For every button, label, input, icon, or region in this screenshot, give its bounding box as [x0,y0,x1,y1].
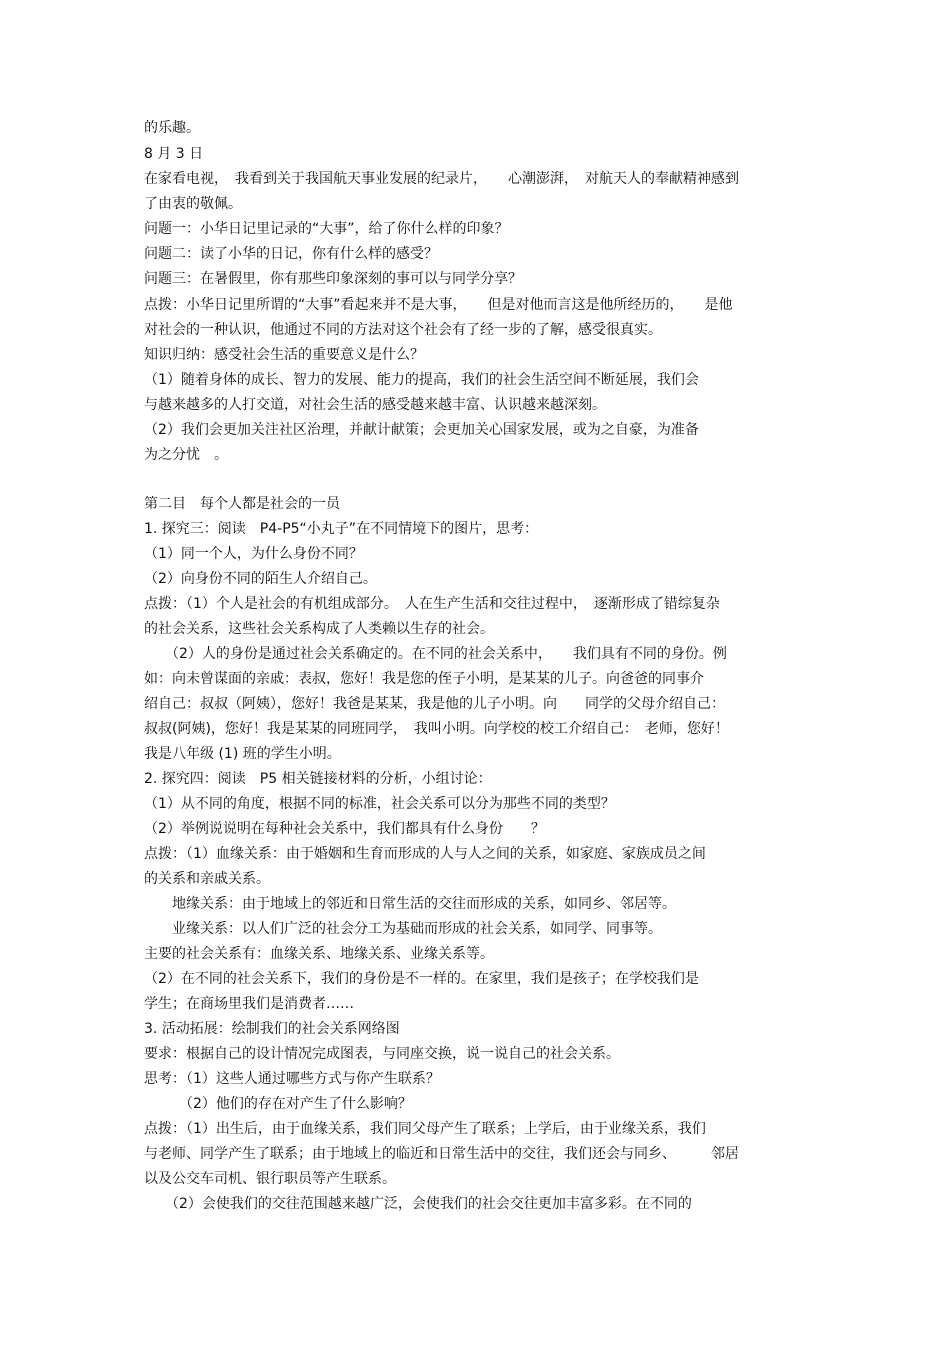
text-line: 如：向未曾谋面的亲戚：表叔，您好！我是您的侄子小明，是某某的儿子。向爸爸的同事介 [144,671,704,687]
question-two: 问题二：读了小华的日记，你有什么样的感受？ [144,246,438,262]
text-line: 1. 探究三：阅读 P4-P5“小丸子”在不同情境下的图片，思考： [144,521,539,537]
text-line: 与老师、同学产生了联系；由于地域上的临近和日常生活中的交往，我们还会与同乡、 邻居 [144,1146,739,1162]
text-line: （2）会使我们的交往范围越来越广泛，会使我们的社会交往更加丰富多彩。在不同的 [144,1196,692,1212]
knowledge-summary-heading: 知识归纳：感受社会生活的重要意义是什么？ [144,347,424,363]
text-line: 的乐趣。 [144,120,200,136]
text-line: 绍自己：叔叔（阿姨），您好！我爸是某某，我是他的儿子小明。向 同学的父母介绍自己： [144,696,725,712]
text-line: 以及公交车司机、银行职员等产生联系。 [144,1171,396,1187]
question-one: 问题一：小华日记里记录的“大事”，给了你什么样的印象？ [144,221,509,237]
text-line: （2）向身份不同的陌生人介绍自己。 [144,571,377,587]
text-line: 主要的社会关系有：血缘关系、地缘关系、业缘关系等。 [144,946,494,962]
text-line: （2）举例说说明在每种社会关系中，我们都具有什么身份 ？ [144,821,545,837]
text-line: 我是八年级 (1) 班的学生小明。 [144,746,341,762]
question-three: 问题三：在暑假里，你有那些印象深刻的事可以与同学分享？ [144,271,522,287]
text-line: 8 月 3 日 [144,146,204,162]
text-line: 学生；在商场里我们是消费者…… [144,996,354,1012]
text-line: 2. 探究四：阅读 P5 相关链接材料的分析，小组讨论： [144,771,492,787]
text-line: （1）随着身体的成长、智力的发展、能力的提高，我们的社会生活空间不断延展，我们会 [144,372,699,388]
text-line: 思考：（1）这些人通过哪些方式与你产生联系？ [144,1071,440,1087]
hint-paragraph: 点拨：小华日记里所谓的“大事”看起来并不是大事， 但是对他而言这是他所经历的， 是他 [144,297,733,313]
text-line: （2）在不同的社会关系下，我们的身份是不一样的。在家里，我们是孩子；在学校我们是 [144,971,699,987]
hint-paragraph: 点拨：（1）出生后，由于血缘关系，我们同父母产生了联系；上学后，由于业缘关系，我们 [144,1121,706,1137]
text-line: （2）人的身份是通过社会关系确定的。在不同的社会关系中， 我们具有不同的身份。例 [144,646,727,662]
text-line: （1）从不同的角度，根据不同的标准，社会关系可以分为那些不同的类型？ [144,796,615,812]
text-line: （1）同一个人，为什么身份不同？ [144,546,363,562]
text-line: 与越来越多的人打交道，对社会生活的感受越来越丰富、认识越来越深刻。 [144,397,606,413]
text-line: （2）他们的存在对产生了什么影响？ [144,1096,412,1112]
text-line: 业缘关系：以人们广泛的社会分工为基础而形成的社会关系，如同学、同事等。 [144,921,662,937]
text-line: （2）我们会更加关注社区治理，并献计献策；会更加关心国家发展，或为之自豪，为准备 [144,422,699,438]
text-line: 对社会的一种认识，他通过不同的方法对这个社会有了经一步的了解，感受很真实。 [144,322,662,338]
text-line: 为之分忧 。 [144,447,228,463]
text-line: 叔叔(阿姨)，您好！我是某某的同班同学， 我叫小明。向学校的校工介绍自己： 老师，您好！ [144,721,729,737]
text-line: 的关系和亲戚关系。 [144,871,270,887]
text-line: 在家看电视， 我看到关于我国航天事业发展的纪录片， 心潮澎湃， 对航天人的奉献精神感到 [144,171,739,187]
hint-paragraph: 点拨：（1）血缘关系：由于婚姻和生育而形成的人与人之间的关系，如家庭、家族成员之间 [144,846,706,862]
text-line: 了由衷的敬佩。 [144,196,242,212]
text-line: 的社会关系，这些社会关系构成了人类赖以生存的社会。 [144,621,494,637]
activity-heading: 3. 活动拓展：绘制我们的社会关系网络图 [144,1021,400,1037]
hint-paragraph: 点拨：（1）个人是社会的有机组成部分。 人在生产生活和交往过程中， 逐渐形成了错综复杂 [144,596,720,612]
text-line: 要求：根据自己的设计情况完成图表，与同座交换，说一说自己的社会关系。 [144,1046,620,1062]
section-heading: 第二目 每个人都是社会的一员 [144,496,340,512]
text-line: 地缘关系：由于地域上的邻近和日常生活的交往而形成的关系，如同乡、邻居等。 [144,896,676,912]
